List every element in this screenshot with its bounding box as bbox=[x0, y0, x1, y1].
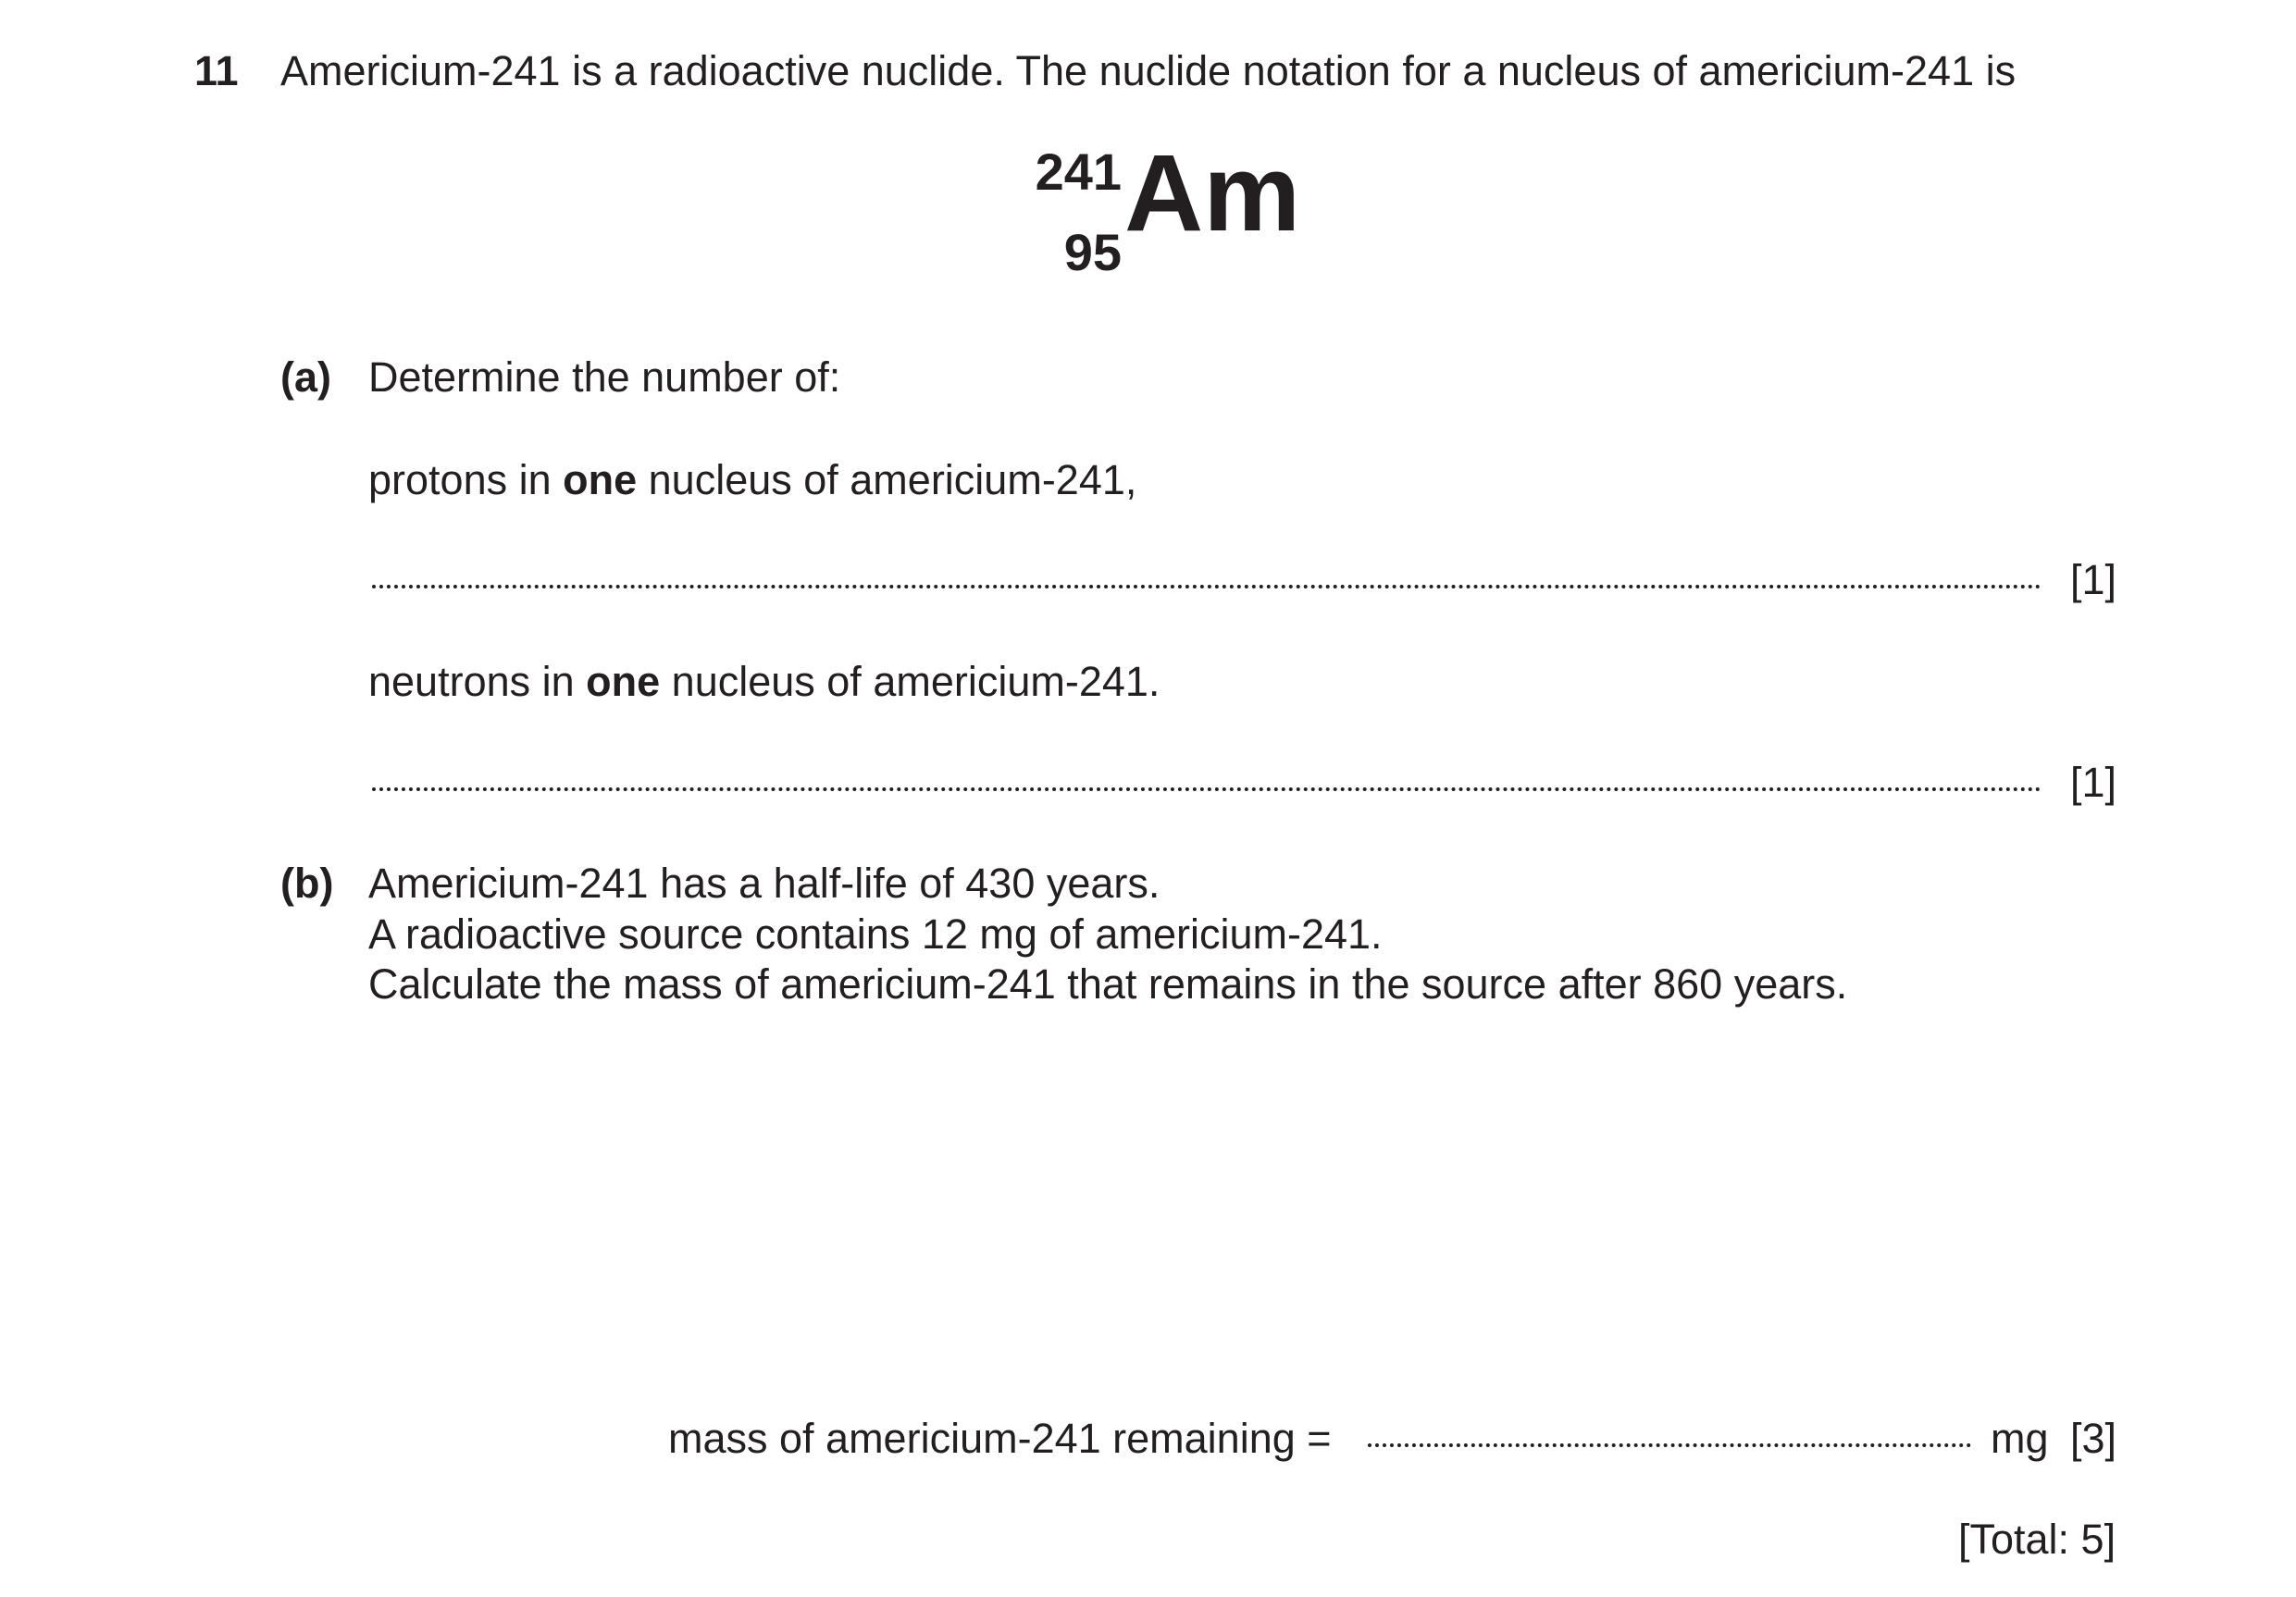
neutrons-text-before: neutrons in bbox=[368, 658, 587, 705]
neutrons-text-after: nucleus of americium-241. bbox=[660, 658, 1160, 705]
protons-text-before: protons in bbox=[368, 456, 564, 503]
mass-unit: mg bbox=[1991, 1415, 2049, 1462]
mass-answer-line[interactable] bbox=[1368, 1410, 1971, 1455]
mass-answer-label: mass of americium-241 remaining = bbox=[668, 1415, 1332, 1462]
part-b-line-3: Calculate the mass of americium-241 that remains in the source after 860 years. bbox=[368, 960, 1848, 1008]
protons-text-after: nucleus of americium-241, bbox=[637, 456, 1137, 503]
question-intro: Americium-241 is a radioactive nuclide. The nuclide notation for a nucleus of americium-241 is bbox=[280, 47, 2017, 94]
neutrons-marks: [1] bbox=[2070, 759, 2117, 806]
protons-question bbox=[368, 456, 1137, 503]
nuclide-notation bbox=[1025, 132, 1303, 287]
protons-emphasis: one bbox=[563, 456, 638, 503]
dotted-line bbox=[1368, 1443, 1971, 1447]
atomic-number: 95 bbox=[1063, 223, 1122, 281]
dotted-line bbox=[372, 585, 2042, 588]
neutrons-answer-line[interactable] bbox=[372, 754, 2042, 798]
protons-marks: [1] bbox=[2070, 556, 2117, 603]
neutrons-emphasis: one bbox=[586, 658, 661, 705]
question-number: 11 bbox=[194, 47, 239, 94]
dotted-line bbox=[372, 787, 2042, 791]
part-b-line-1: Americium-241 has a half-life of 430 years. bbox=[368, 860, 1160, 907]
part-b-line-2: A radioactive source contains 12 mg of americium-241. bbox=[368, 910, 1383, 958]
protons-answer-line[interactable] bbox=[372, 551, 2042, 596]
mass-number: 241 bbox=[1035, 142, 1122, 201]
mass-marks: [3] bbox=[2070, 1415, 2117, 1462]
element-symbol: Am bbox=[1124, 132, 1301, 254]
part-b-label: (b) bbox=[280, 860, 334, 907]
part-a-prompt: Determine the number of: bbox=[368, 353, 841, 401]
total-marks: [Total: 5] bbox=[1958, 1516, 2116, 1563]
neutrons-question bbox=[368, 658, 1160, 705]
part-a-label: (a) bbox=[280, 353, 331, 401]
